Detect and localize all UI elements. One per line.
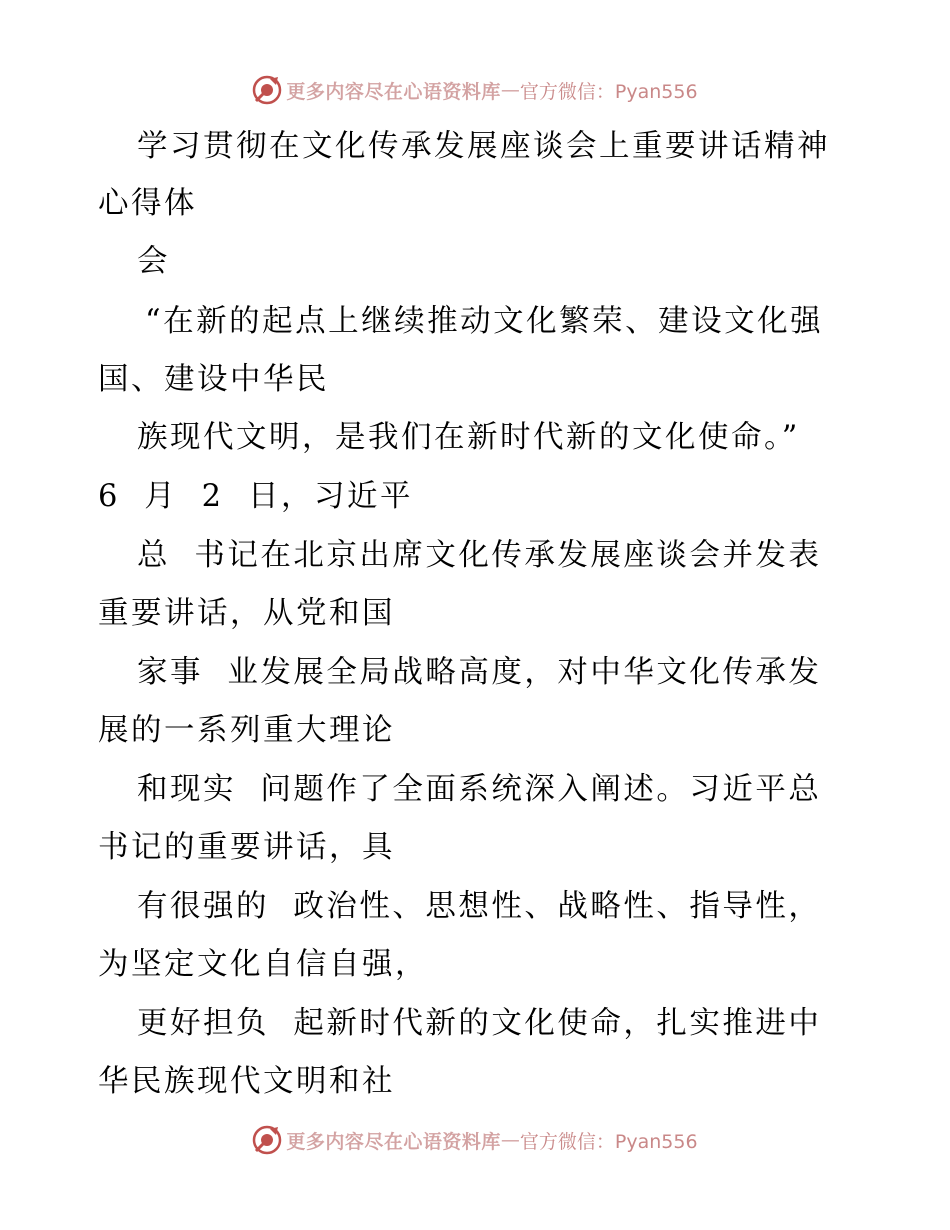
paragraph-line: 华民族现代文明和社 (98, 1064, 395, 1099)
paragraph-line: 书记的重要讲话，具 (98, 830, 395, 865)
paragraph-line: 和现实 问题作了全面系统深入阐述。习近平总 (137, 772, 822, 807)
paragraph-line: 更好担负 起新时代新的文化使命，扎实推进中 (137, 1006, 822, 1041)
document-title-line-2: 心得体 (98, 186, 197, 221)
document-title-line-1: 学习贯彻在文化传承发展座谈会上重要讲话精神 (137, 129, 830, 164)
paragraph-line: “在新的起点上继续推动文化繁荣、建设文化强 (145, 304, 824, 339)
banner-site-name: 更多内容尽在心语资料库 (286, 1130, 501, 1153)
paragraph-line: 6 月 2 日，习近平 (98, 479, 413, 514)
footer-banner (0, 1120, 950, 1160)
paragraph-line: 有很强的 政治性、思想性、战略性、指导性， (137, 889, 822, 924)
paragraph-line: 重要讲话，从党和国 (98, 596, 395, 631)
banner-dash: — (500, 1129, 520, 1151)
document-title-line-3: 会 (137, 244, 170, 279)
paragraph-line: 家事 业发展全局战略高度，对中华文化传承发 (137, 655, 822, 690)
paragraph-line: 国、建设中华民 (98, 362, 329, 397)
paragraph-line: 族现代文明，是我们在新时代新的文化使命。” (137, 420, 800, 455)
banner-wechat-id: 官方微信：Pyan556 (519, 80, 698, 103)
paragraph-line: 为坚定文化自信自强， (98, 947, 428, 982)
brand-logo-icon (252, 75, 282, 105)
paragraph-line: 展的一系列重大理论 (98, 713, 395, 748)
header-banner (0, 70, 950, 110)
banner-site-name: 更多内容尽在心语资料库 (286, 80, 501, 103)
brand-logo-icon (252, 1125, 282, 1155)
banner-dash: — (500, 79, 520, 101)
banner-wechat-id: 官方微信：Pyan556 (519, 1130, 698, 1153)
paragraph-line: 总 书记在北京出席文化传承发展座谈会并发表 (137, 538, 822, 573)
